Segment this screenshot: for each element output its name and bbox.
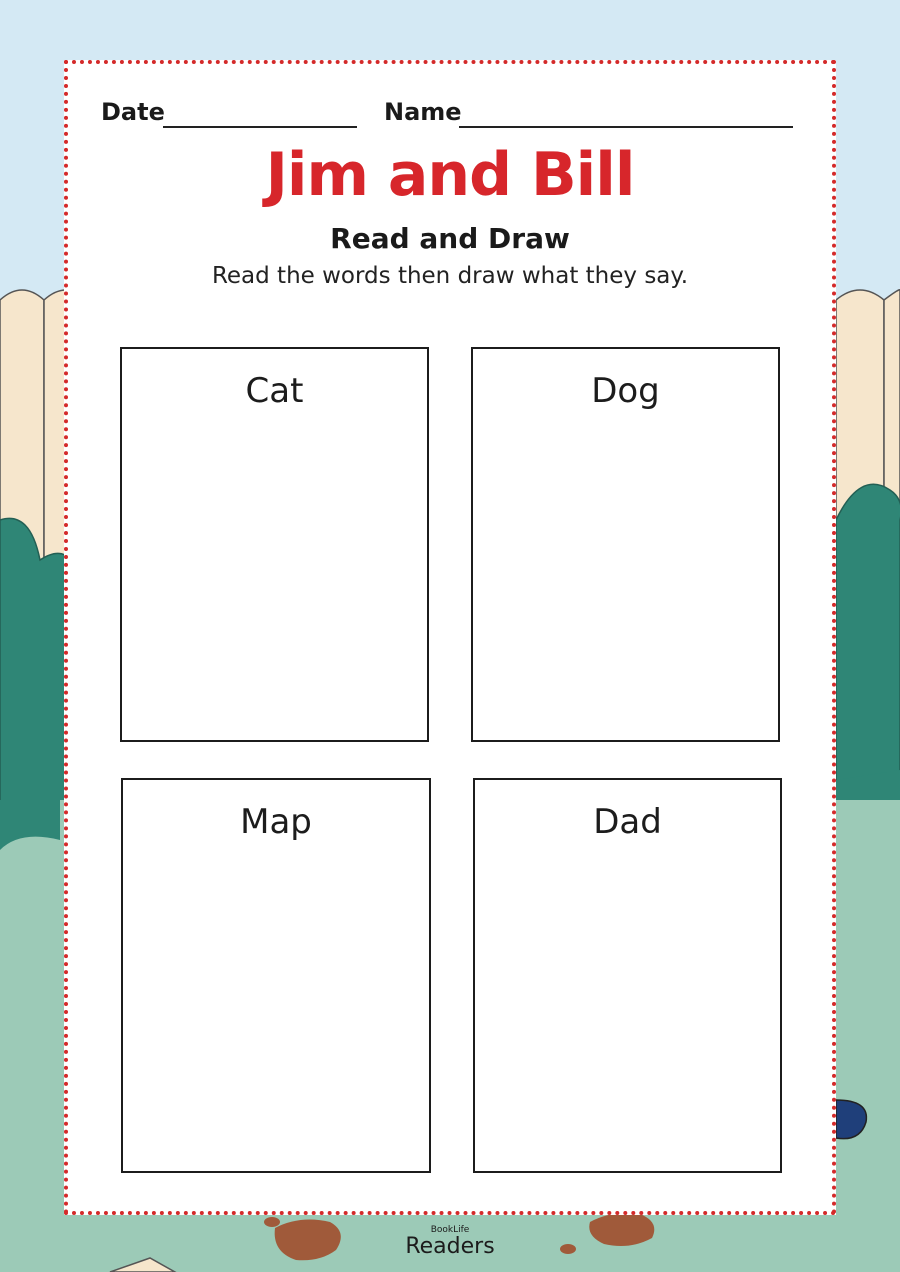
- name-label: Name: [384, 98, 462, 126]
- date-field[interactable]: [163, 126, 357, 128]
- drawing-box-label: Dad: [593, 802, 662, 842]
- instruction-text: Read the words then draw what they say.: [211, 263, 689, 289]
- drawing-box-label: Dog: [591, 371, 660, 411]
- brand-small-text: BookLife: [430, 1225, 470, 1235]
- brand-logo: [400, 1225, 500, 1259]
- drawing-box-label: Map: [240, 802, 312, 842]
- page-title: Jim and Bill: [265, 140, 635, 210]
- page-subtitle: Read and Draw: [330, 222, 570, 255]
- drawing-box-cat[interactable]: [120, 347, 429, 742]
- drawing-box-label: Cat: [245, 371, 304, 411]
- drawing-box-map[interactable]: [121, 778, 431, 1173]
- drawing-box-dad[interactable]: [473, 778, 782, 1173]
- drawing-box-dog[interactable]: [471, 347, 780, 742]
- date-label: Date: [101, 98, 165, 126]
- brand-main-text: Readers: [405, 1234, 495, 1259]
- name-field[interactable]: [459, 126, 793, 128]
